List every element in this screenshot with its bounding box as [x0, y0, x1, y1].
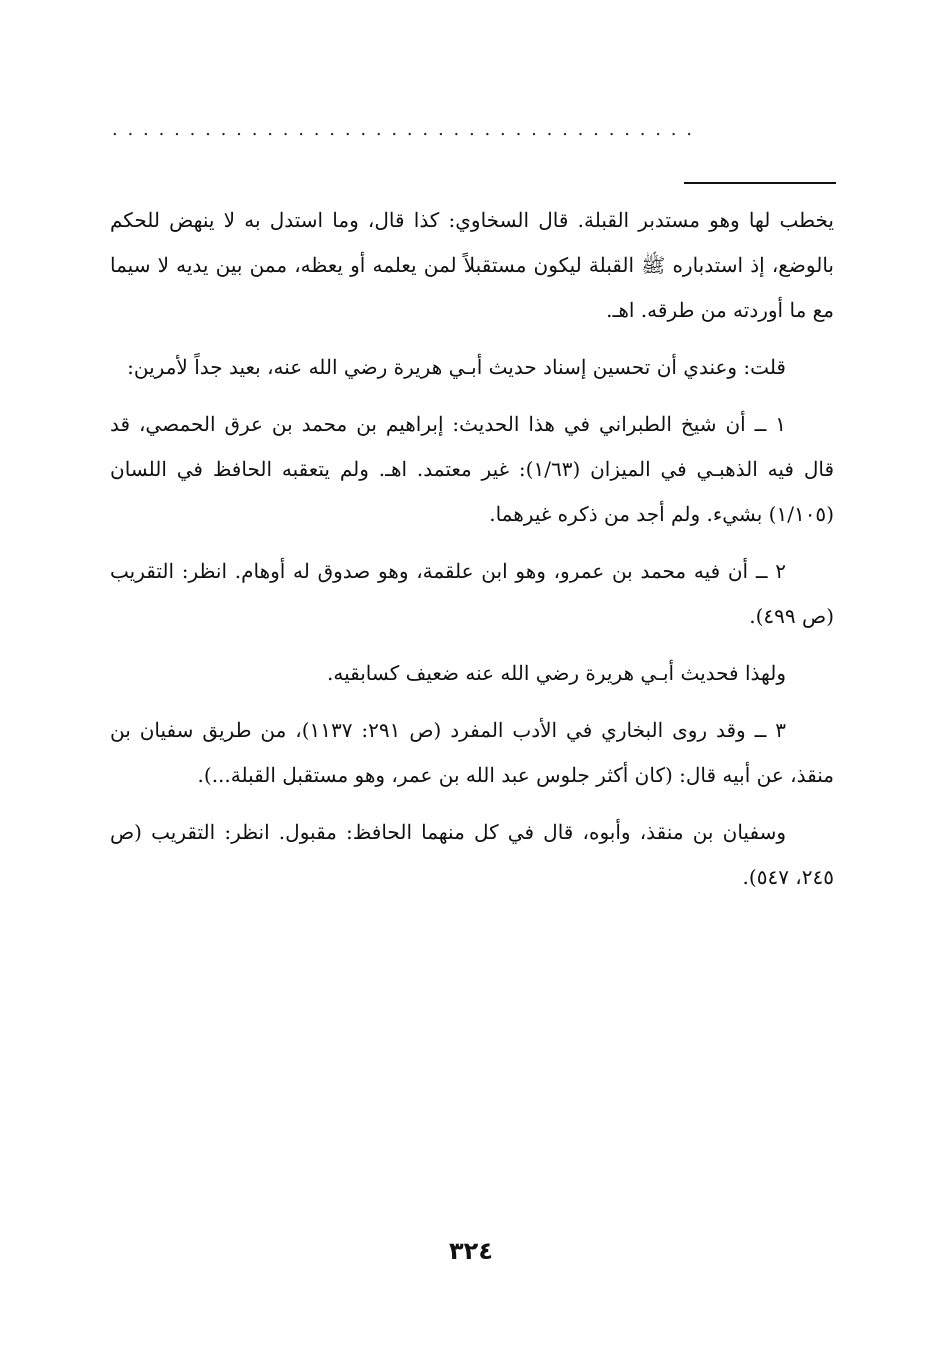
footnote-rule [684, 182, 836, 184]
page-number: ٣٢٤ [449, 1237, 493, 1265]
paragraph: ٢ ــ أن فيه محمد بن عمرو، وهو ابن علقمة، وهو صدوق له أوهام. انظر: التقريب (ص ٤٩٩). [110, 559, 834, 628]
dotted-separator: ...................................... [112, 119, 702, 140]
paragraph: ولهذا فحديث أبـي هريرة رضي الله عنه ضعيف كسابقيه. [327, 661, 786, 685]
body-text [110, 198, 834, 912]
paragraph: قلت: وعندي أن تحسين إسناد حديث أبـي هريرة رضي الله عنه، بعيد جداً لأمرين: [127, 355, 786, 379]
paragraph: يخطب لها وهو مستدبر القبلة. قال السخاوي: كذا قال، وما استدل به لا ينهض للحكم بالوضع، إذ استدباره ﷺ القبلة ليكون مستقبلاً لمن يعلمه أو يعظه، ممن بين يديه لا سيما مع ما أوردته من طرقه. اهـ. [110, 208, 834, 322]
paragraph: ١ ــ أن شيخ الطبراني في هذا الحديث: إبراهيم بن محمد بن عرق الحمصي، قد قال فيه الذهبـي في الميزان (١/٦٣): غير معتمد. اهـ. ولم يتعقبه الحافظ في اللسان (١/١٠٥) بشيء. ولم أجد من ذكره غيرهما. [110, 412, 834, 526]
paragraph: ٣ ــ وقد روى البخاري في الأدب المفرد (ص ٢٩١: ١١٣٧)، من طريق سفيان بن منقذ، عن أبيه قال: (كان أكثر جلوس عبد الله بن عمر، وهو مستقبل القبلة...). [110, 718, 834, 787]
paragraph: وسفيان بن منقذ، وأبوه، قال في كل منهما الحافظ: مقبول. انظر: التقريب (ص ٢٤٥، ٥٤٧). [110, 820, 834, 889]
